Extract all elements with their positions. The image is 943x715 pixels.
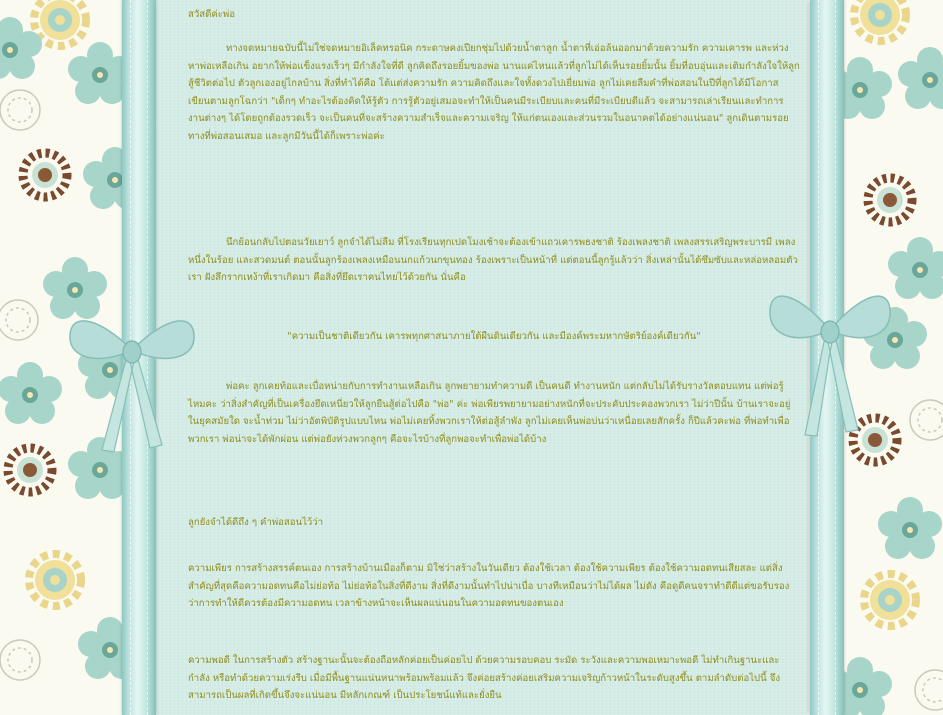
- letter-paragraph-1: ทางจดหมายฉบับนี้ไม่ใช่จดหมายอิเล็คทรอนิค กระดาษคงเปียกชุ่มไปด้วยน้ำตาลูก น้ำตาที่เอ่อล้นออกมาด้วยความรัก ความเคารพ และห่วงหาพ่อเหลือเกิน อยากให้พ่อแข็งแรงเร็วๆ มีกำลังใจที่ดี ลูกคิดถึงรอยยิ้มของพ่อ นานแค่ไหนแล้วที่ลูกไม่ได้เห็นรอยยิ้มนั้น ยิ้มที่อบอุ่นและเติมกำลังใจให้ลูกสู้ชีวิตต่อไป ตัวลูกเองอยู่ไกลบ้าน สิ่งที่ทำได้คือ โต้แต่ส่งความรัก ความคิดถึงและใจทั้งดวงไปเยี่ยมพ่อ ลูกไม่เคยลืมคำที่พ่อสอนในปีที่ลูกได้มีโอกาสเขียนตามลูกโฉกว่า "เด็กๆ ทำอะไรต้องคิดให้รู้ตัว การรู้ตัวอยู่เสมอจะทำให้เป็นคนมีระเบียบและคนที่มีระเบียบดีแล้ว จะสามารถเล่าเรียนและทำการงานต่างๆ ได้โดยถูกต้องรวดเร็ว จะเป็นคนที่จะสร้างความสำเร็จและความเจริญ ให้แก่ตนเองและส่วนรวมในอนาคตได้อย่างแน่นอน" ลูกเดินตามรอยทางที่พ่อสอนเสมอ และลูกมีวันนี้ได้ก็เพราะพ่อค่ะ: [188, 43, 800, 142]
- letter-paragraph-3: พ่อคะ ลูกเคยท้อและเบื่อหน่ายกับการทำงานเหลือเกิน ลูกพยายามทำความดี เป็นคนดี ทำงานหนัก แต่กลับไม่ได้รับรางวัลตอบแทน แต่พ่อรู้ไหมคะ ว่าสิ่งสำคัญที่เป็นเครื่องยึดเหนี่ยวให้ลูกยืนสู้ต่อไปคือ "พ่อ" ค่ะ พ่อเพียรพยายามอย่างหนักที่จะประคับประคองพวกเรา ไม่ว่าปีนั้น บ้านเราจะอยู่ในยุคสมัยใด จะน้ำท่วม ไม่ว่าอัตพิบัติรูปแบบไหน พ่อไม่เคยทิ้งพวกเราให้ต่อสู้ลำพัง ลูกไม่เคยเห็นพ่อบ่นว่าเหนื่อยเลยสักครั้ง ก็ปีแล้วคะพ่อ ที่พ่อทำเพื่อพวกเรา พ่อน่าจะได้พักผ่อน แต่พ่อยังห่วงพวกลูกๆ คือจะไรบ้างที่ลูกพอจะทำเพื่อพ่อได้บ้าง: [188, 381, 791, 445]
- letter-quote: "ความเป็นชาติเดียวกัน เคารพทุกศาสนาภายใต้ผืนดินเดียวกัน และมีองค์พระมหากษัตริย์องค์เดียวกัน": [287, 331, 701, 342]
- letter-paragraph-2: นึกย้อนกลับไปตอนวัยเยาว์ ลูกจำได้ไม่ลืม ที่โรงเรียนทุกเปดโมงเช้าจะต้องเข้าแถวเคารพธงชาติ ร้องเพลงชาติ เพลงสรรเสริญพระบารมี เพลงหนึ่งในร้อย และสวดมนต์ ตอนนั้นลูกร้องเพลงเหมือนนกแก้วนกขุนทอง ร้องเพราะเป็นหน้าที่ แต่ตอนนี้ลูกรู้แล้วว่า สิ่งเหล่านั้นได้ซึมซับและหล่อหลอมตัวเรา ฝังลึกรากเหง้าที่เราเกิดมา คือสิ่งที่ยึดเราคนไทยไว้ด้วยกัน นั่นคือ: [188, 237, 798, 284]
- letter-heading: ลูกยังจำได้ดีถึง ๆ คำพ่อสอนไว้ว่า: [188, 517, 324, 528]
- letter-paragraph-4: ความเพียร การสร้างสรรค์ตนเอง การสร้างบ้านเมืองก็ตาม มิใช่ว่าสร้างในวันเดียว ต้องใช้เวลา ต้องใช้ความเพียร ต้องใช้ความอดทนเสียสละ แต่สิ่งสำคัญที่สุดคือความอดทนคือไม่ย่อท้อ ไม่ย่อท้อในสิ่งที่ดีงาม สิ่งที่ดีงามนั้นทำไปน่าเบื่อ บางทีเหมือนว่าไม่ได้ผล ไม่ดัง คือดูดีคนจราทำดีดีแต่ขอรับรองว่าการทำให้ดีควรต้องมีความอดทน เวลาข้างหน้าจะเห็นผลแน่นอนในความอดทนของตนเอง: [188, 563, 790, 610]
- left-bow-icon: [62, 290, 202, 460]
- letter-greeting: สวัสดีค่ะพ่อ: [188, 9, 235, 20]
- letter-paragraph-5: ความพอดี ในการสร้างตัว สร้างฐานะนั้นจะต้องถือหลักค่อยเป็นค่อยไป ด้วยความรอบคอบ ระมัด ระวังและความพอเหมาะพอดี ไม่ทำเกินฐานะและกำลัง หรือทำด้วยความเร่งรีบ เมื่อมีพื้นฐานแน่นหนาพร้อมพร้อมแล้ว จึงค่อยสร้างค่อยเสริมความเจริญก้าวหน้าในระดับสูงขึ้น ตามลำดับต่อไปนี้ จึงสามารถเป็นผลที่เกิดขึ้นจึงจะแน่นอน มีหลักเกณฑ์ เป็นประโยชน์แท้และยั่งยืน: [188, 655, 781, 702]
